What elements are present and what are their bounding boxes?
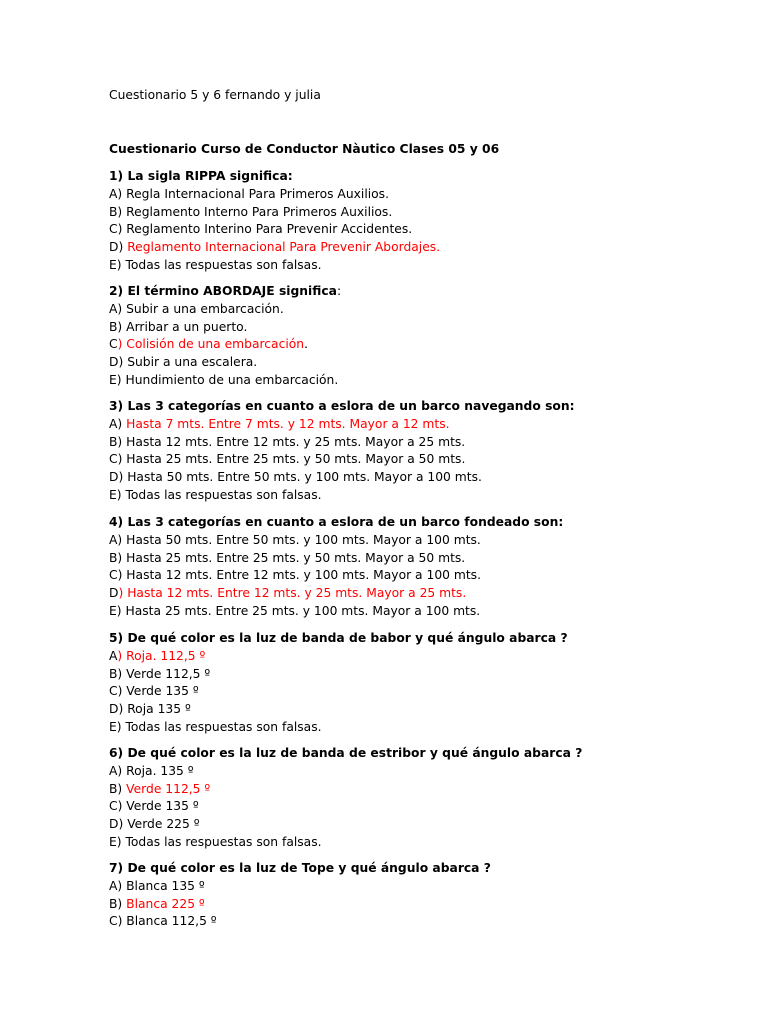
question-title: 1) La sigla RIPPA significa: xyxy=(109,169,293,183)
question-title: 4) Las 3 categorías en cuanto a eslora de un barco fondeado son: xyxy=(109,515,564,529)
option-a: A) Regla Internacional Para Primeros Auxilios. xyxy=(109,186,389,201)
option-c: C) Hasta 12 mts. Entre 12 mts. y 100 mts. Mayor a 100 mts. xyxy=(109,568,481,583)
option-e: E) Todas las respuestas son falsas. xyxy=(109,834,322,849)
document-title: Cuestionario 5 y 6 fernando y julia xyxy=(109,88,321,102)
option-a: A) Hasta 50 mts. Entre 50 mts. y 100 mts. Mayor a 100 mts. xyxy=(109,532,481,547)
option-c: C) Blanca 112,5 º xyxy=(109,914,217,929)
question-title: 6) De qué color es la luz de banda de estribor y qué ángulo abarca ? xyxy=(109,746,583,760)
option-d: D) Hasta 50 mts. Entre 50 mts. y 100 mts. Mayor a 100 mts. xyxy=(109,470,482,485)
option-a: A) Blanca 135 º xyxy=(109,878,205,893)
option-a-correct: A) Roja. 112,5 º xyxy=(109,648,206,663)
option-c: C) Verde 135 º xyxy=(109,799,199,814)
option-c: C) Hasta 25 mts. Entre 25 mts. y 50 mts. Mayor a 50 mts. xyxy=(109,452,466,467)
question-5 xyxy=(109,630,729,737)
option-b-correct: B) Verde 112,5 º xyxy=(109,781,211,796)
question-1 xyxy=(109,168,729,275)
option-c-correct: C) Colisión de una embarcación. xyxy=(109,337,308,352)
question-3 xyxy=(109,398,729,505)
option-b: B) Hasta 25 mts. Entre 25 mts. y 50 mts. Mayor a 50 mts. xyxy=(109,550,466,565)
question-4 xyxy=(109,514,729,621)
option-d: D) Subir a una escalera. xyxy=(109,355,258,370)
option-b-correct: B) Blanca 225 º xyxy=(109,896,205,911)
option-b: B) Verde 112,5 º xyxy=(109,666,211,681)
question-6 xyxy=(109,745,729,852)
option-d-correct: D) Hasta 12 mts. Entre 12 mts. y 25 mts. Mayor a 25 mts. xyxy=(109,586,467,601)
option-c: C) Reglamento Interino Para Prevenir Accidentes. xyxy=(109,222,413,237)
option-b: B) Arribar a un puerto. xyxy=(109,319,248,334)
option-d: D) Verde 225 º xyxy=(109,817,200,832)
option-a: A) Roja. 135 º xyxy=(109,763,194,778)
question-title: 7) De qué color es la luz de Tope y qué ángulo abarca ? xyxy=(109,861,491,875)
questionnaire-heading: Cuestionario Curso de Conductor Nàutico Clases 05 y 06 xyxy=(109,142,500,156)
option-b: B) Hasta 12 mts. Entre 12 mts. y 25 mts. Mayor a 25 mts. xyxy=(109,434,466,449)
option-d: D) Roja 135 º xyxy=(109,702,191,717)
question-title: 3) Las 3 categorías en cuanto a eslora de un barco navegando son: xyxy=(109,399,575,413)
option-d-correct: D) Reglamento Internacional Para Prevenir Abordajes. xyxy=(109,240,441,255)
option-e: E) Todas las respuestas son falsas. xyxy=(109,487,322,502)
option-e: E) Todas las respuestas son falsas. xyxy=(109,257,322,272)
question-7 xyxy=(109,860,729,931)
question-title: 5) De qué color es la luz de banda de babor y qué ángulo abarca ? xyxy=(109,631,568,645)
option-a-correct: A) Hasta 7 mts. Entre 7 mts. y 12 mts. Mayor a 12 mts. xyxy=(109,416,450,431)
option-e: E) Hundimiento de una embarcación. xyxy=(109,372,339,387)
question-title: 2) El término ABORDAJE significa: xyxy=(109,284,342,298)
option-b: B) Reglamento Interno Para Primeros Auxilios. xyxy=(109,204,393,219)
option-a: A) Subir a una embarcación. xyxy=(109,301,284,316)
option-e: E) Todas las respuestas son falsas. xyxy=(109,719,322,734)
option-c: C) Verde 135 º xyxy=(109,684,199,699)
question-2 xyxy=(109,283,729,390)
option-e: E) Hasta 25 mts. Entre 25 mts. y 100 mts. Mayor a 100 mts. xyxy=(109,603,481,618)
